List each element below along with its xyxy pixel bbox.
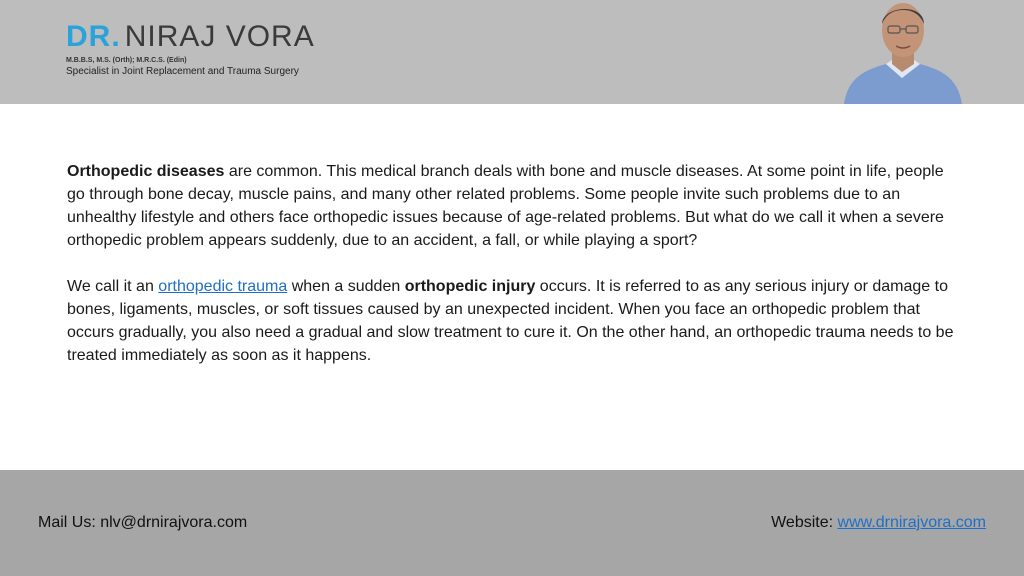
website-label: Website: bbox=[771, 514, 838, 531]
orthopedic-trauma-link[interactable]: orthopedic trauma bbox=[158, 278, 288, 295]
paragraph-2-mid: when a sudden bbox=[287, 278, 405, 295]
qualifications: M.B.B.S, M.S. (Orth); M.R.C.S. (Edin) bbox=[66, 57, 187, 64]
tagline: Specialist in Joint Replacement and Trauma Surgery bbox=[66, 66, 299, 77]
logo-dot: . bbox=[111, 20, 121, 53]
mail-contact: Mail Us: nlv@drnirajvora.com bbox=[38, 514, 248, 531]
bold-lead-orthopedic-diseases: Orthopedic diseases bbox=[67, 163, 225, 180]
doctor-photo bbox=[842, 0, 964, 104]
paragraph-2 bbox=[67, 275, 962, 367]
paragraph-2-end: occurs. It is referred to as any serious injury or damage to bones, ligaments, muscles, or soft tissues caused by an unexpected incident. When you face an orthopedic problem that occurs gradually, you also need a gradual and slow treatment to cure it. On the other hand, an orthopedic trauma needs to be treated immediately as soon as it happens. bbox=[67, 278, 954, 364]
header-banner bbox=[0, 0, 1024, 104]
paragraph-1 bbox=[67, 160, 962, 252]
bold-orthopedic-injury: orthopedic injury bbox=[404, 278, 536, 295]
logo-main: NIRAJ VORA bbox=[124, 20, 315, 53]
website-contact bbox=[771, 514, 986, 532]
logo bbox=[66, 20, 315, 77]
logo-prefix: DR bbox=[66, 20, 112, 53]
article-body bbox=[67, 160, 962, 390]
paragraph-1-text: are common. This medical branch deals with bone and muscle diseases. At some point in life, people go through bone decay, muscle pains, and many other related problems. Some people invite such problems due to an unhealthy lifestyle and others face orthopedic issues because of age-related problems. But what do we call it when a severe orthopedic problem appears suddenly, due to an accident, a fall, or while playing a sport? bbox=[67, 163, 944, 249]
paragraph-2-intro: We call it an bbox=[67, 278, 159, 295]
website-link[interactable]: www.drnirajvora.com bbox=[837, 514, 986, 531]
logo-name bbox=[66, 20, 315, 54]
footer-banner bbox=[0, 470, 1024, 576]
